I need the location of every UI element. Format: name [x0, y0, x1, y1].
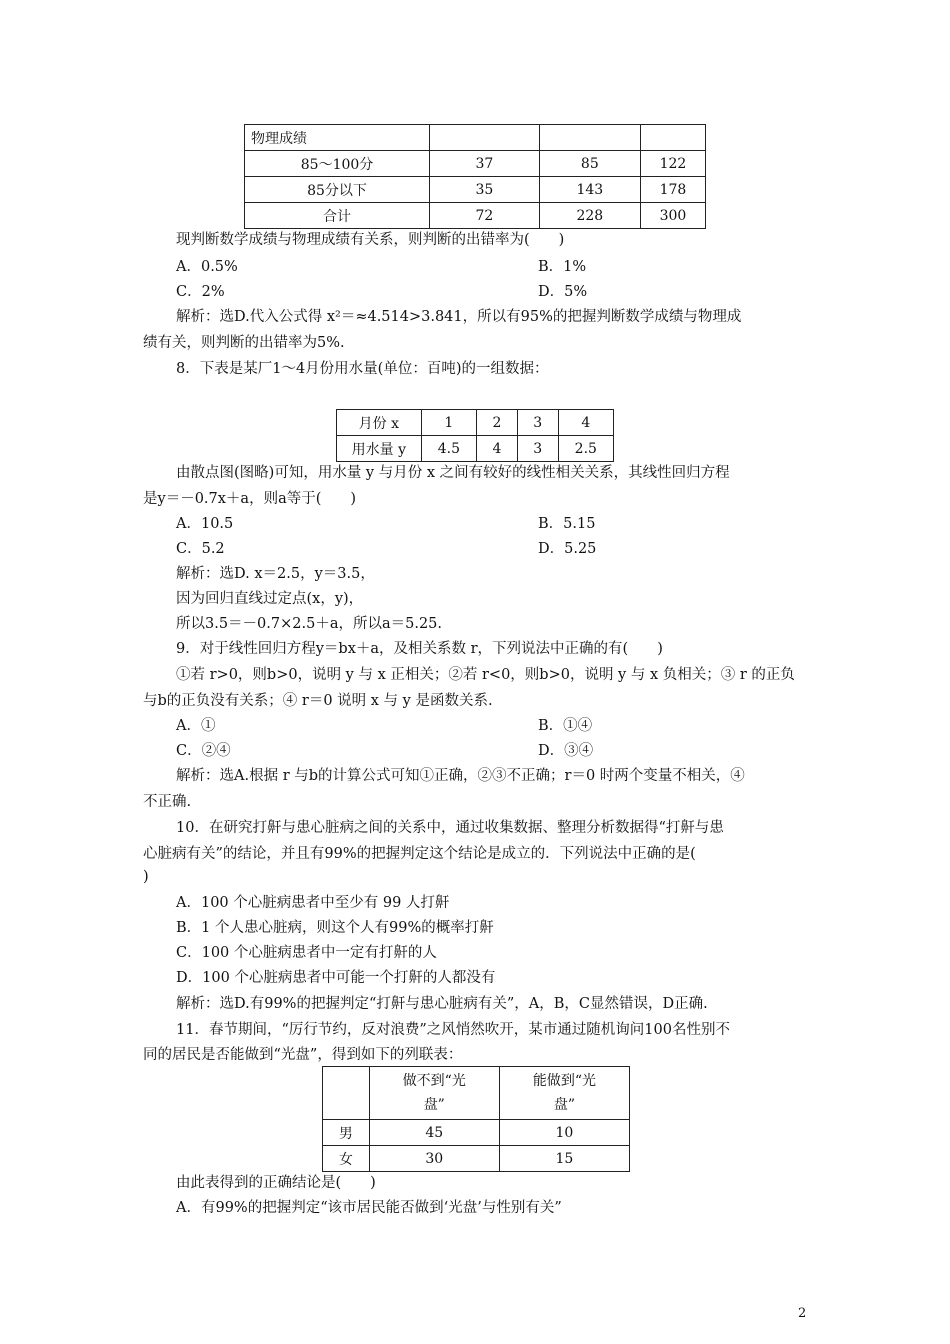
- q9-analysis: 解析：选A.根据 r 与b的计算公式可知①正确，②③不正确；r＝0 时两个变量不相关，④: [176, 768, 745, 784]
- table-cell: 3: [517, 436, 558, 462]
- q8-body: 由散点图(图略)可知，用水量 y 与月份 x 之间有较好的线性相关关系，其线性回归方程: [176, 465, 730, 481]
- q10-option-d: D．100 个心脏病患者中可能一个打鼾的人都没有: [176, 970, 496, 986]
- table-cell: 4: [558, 410, 613, 436]
- table-cell: 女: [323, 1146, 370, 1172]
- q8-text: 8．下表是某厂1～4月份用水量(单位：百吨)的一组数据：: [176, 361, 549, 377]
- table-header-cell: 做不到“光 盘”: [369, 1067, 499, 1120]
- table-cell: 2.5: [558, 436, 613, 462]
- table-row: [245, 125, 706, 151]
- table-cell: 122: [640, 151, 705, 177]
- q9-option-c: C．②④: [176, 743, 231, 759]
- q9-option-b: B．①④: [538, 718, 593, 734]
- q8-option-c: C．5.2: [176, 541, 225, 557]
- q10-text: 10．在研究打鼾与患心脏病之间的关系中，通过收集数据、整理分析数据得“打鼾与患: [176, 820, 724, 836]
- table-row: [245, 177, 706, 203]
- q10-option-b: B．1 个人患心脏病，则这个人有99%的概率打鼾: [176, 920, 494, 936]
- q9-option-d: D．③④: [538, 743, 594, 759]
- table-cell: 178: [640, 177, 705, 203]
- table-cell: 85: [539, 151, 640, 177]
- q10-text-2: 心脏病有关”的结论，并且有99%的把握判定这个结论是成立的．下列说法中正确的是(: [143, 846, 696, 862]
- table-cell: 35: [430, 177, 540, 203]
- q7-option-b: B．1%: [538, 259, 587, 275]
- q8-option-a: A．10.5: [176, 516, 234, 532]
- q7-option-a: A．0.5%: [176, 259, 238, 275]
- q9-option-a: A．①: [176, 718, 216, 734]
- q11-text: 11．春节期间，“厉行节约，反对浪费”之风悄然吹开，某市通过随机询问100名性别不: [176, 1022, 730, 1038]
- table-cell: 4.5: [421, 436, 476, 462]
- table-cell: 85～100分: [245, 151, 430, 177]
- q10-text-3: ): [143, 869, 149, 885]
- contingency-table: [322, 1066, 630, 1172]
- table-row: [323, 1120, 630, 1146]
- q9-body: ①若 r>0，则b>0，说明 y 与 x 正相关；②若 r<0，则b>0，说明 y 与 x 负相关；③ r 的正负: [176, 667, 795, 683]
- table-row: [245, 203, 706, 229]
- table-row: [323, 1067, 630, 1120]
- q9-text: 9．对于线性回归方程y＝bx＋a，及相关系数 r，下列说法中正确的有( ): [176, 641, 663, 657]
- q9-body-cont: 与b的正负没有关系；④ r＝0 说明 x 与 y 是函数关系.: [143, 693, 493, 709]
- q8-analysis-3: 所以3.5＝－0.7×2.5＋a，所以a＝5.25.: [176, 616, 443, 632]
- table-cell: 37: [430, 151, 540, 177]
- water-usage-table: [336, 409, 614, 462]
- table-cell: 1: [421, 410, 476, 436]
- q7-option-c: C．2%: [176, 284, 225, 300]
- table-row: [337, 436, 614, 462]
- q8-analysis: 解析：选D. x＝2.5，y＝3.5，: [176, 566, 375, 582]
- q8-option-b: B．5.15: [538, 516, 596, 532]
- table-cell: 143: [539, 177, 640, 203]
- q7-analysis-cont: 绩有关，则判断的出错率为5%.: [143, 335, 345, 351]
- q7-analysis: 解析：选D.代入公式得 x²＝≈4.514>3.841，所以有95%的把握判断数学成绩与物理成: [176, 309, 742, 325]
- table-cell: 72: [430, 203, 540, 229]
- q9-analysis-cont: 不正确.: [143, 794, 192, 810]
- table-cell: 4: [477, 436, 518, 462]
- score-table: [244, 124, 706, 229]
- q11-option-a: A．有99%的把握判定“该市居民能否做到‘光盘’与性别有关”: [176, 1200, 562, 1216]
- q11-text-2: 同的居民是否能做到“光盘”，得到如下的列联表：: [143, 1047, 463, 1063]
- table-cell: 合计: [245, 203, 430, 229]
- table-cell: 物理成绩: [245, 125, 430, 151]
- table-row: [323, 1146, 630, 1172]
- table-cell: 用水量 y: [337, 436, 422, 462]
- q8-option-d: D．5.25: [538, 541, 597, 557]
- table-cell: 3: [517, 410, 558, 436]
- q10-option-c: C．100 个心脏病患者中一定有打鼾的人: [176, 945, 437, 961]
- table-cell: 85分以下: [245, 177, 430, 203]
- page-number: 2: [798, 1306, 807, 1321]
- table-row: [337, 410, 614, 436]
- q7-option-d: D．5%: [538, 284, 588, 300]
- q7-text: 现判断数学成绩与物理成绩有关系，则判断的出错率为( ): [176, 232, 565, 248]
- table-cell: 45: [369, 1120, 499, 1146]
- table-cell: 10: [499, 1120, 629, 1146]
- table-cell: 2: [477, 410, 518, 436]
- q8-body-cont: 是y＝－0.7x＋a，则a等于( ): [143, 491, 357, 507]
- table-cell: 300: [640, 203, 705, 229]
- table-header-cell: 能做到“光 盘”: [499, 1067, 629, 1120]
- table-cell: 月份 x: [337, 410, 422, 436]
- table-cell: 228: [539, 203, 640, 229]
- table-cell: 男: [323, 1120, 370, 1146]
- table-cell: 15: [499, 1146, 629, 1172]
- table-row: [245, 151, 706, 177]
- q8-analysis-2: 因为回归直线过定点(x，y)，: [176, 591, 364, 607]
- q10-option-a: A．100 个心脏病患者中至少有 99 人打鼾: [176, 895, 450, 911]
- table-cell: 30: [369, 1146, 499, 1172]
- q10-analysis: 解析：选D.有99%的把握判定“打鼾与患心脏病有关”，A，B，C显然错误，D正确.: [176, 996, 708, 1012]
- q11-text-3: 由此表得到的正确结论是( ): [176, 1175, 376, 1191]
